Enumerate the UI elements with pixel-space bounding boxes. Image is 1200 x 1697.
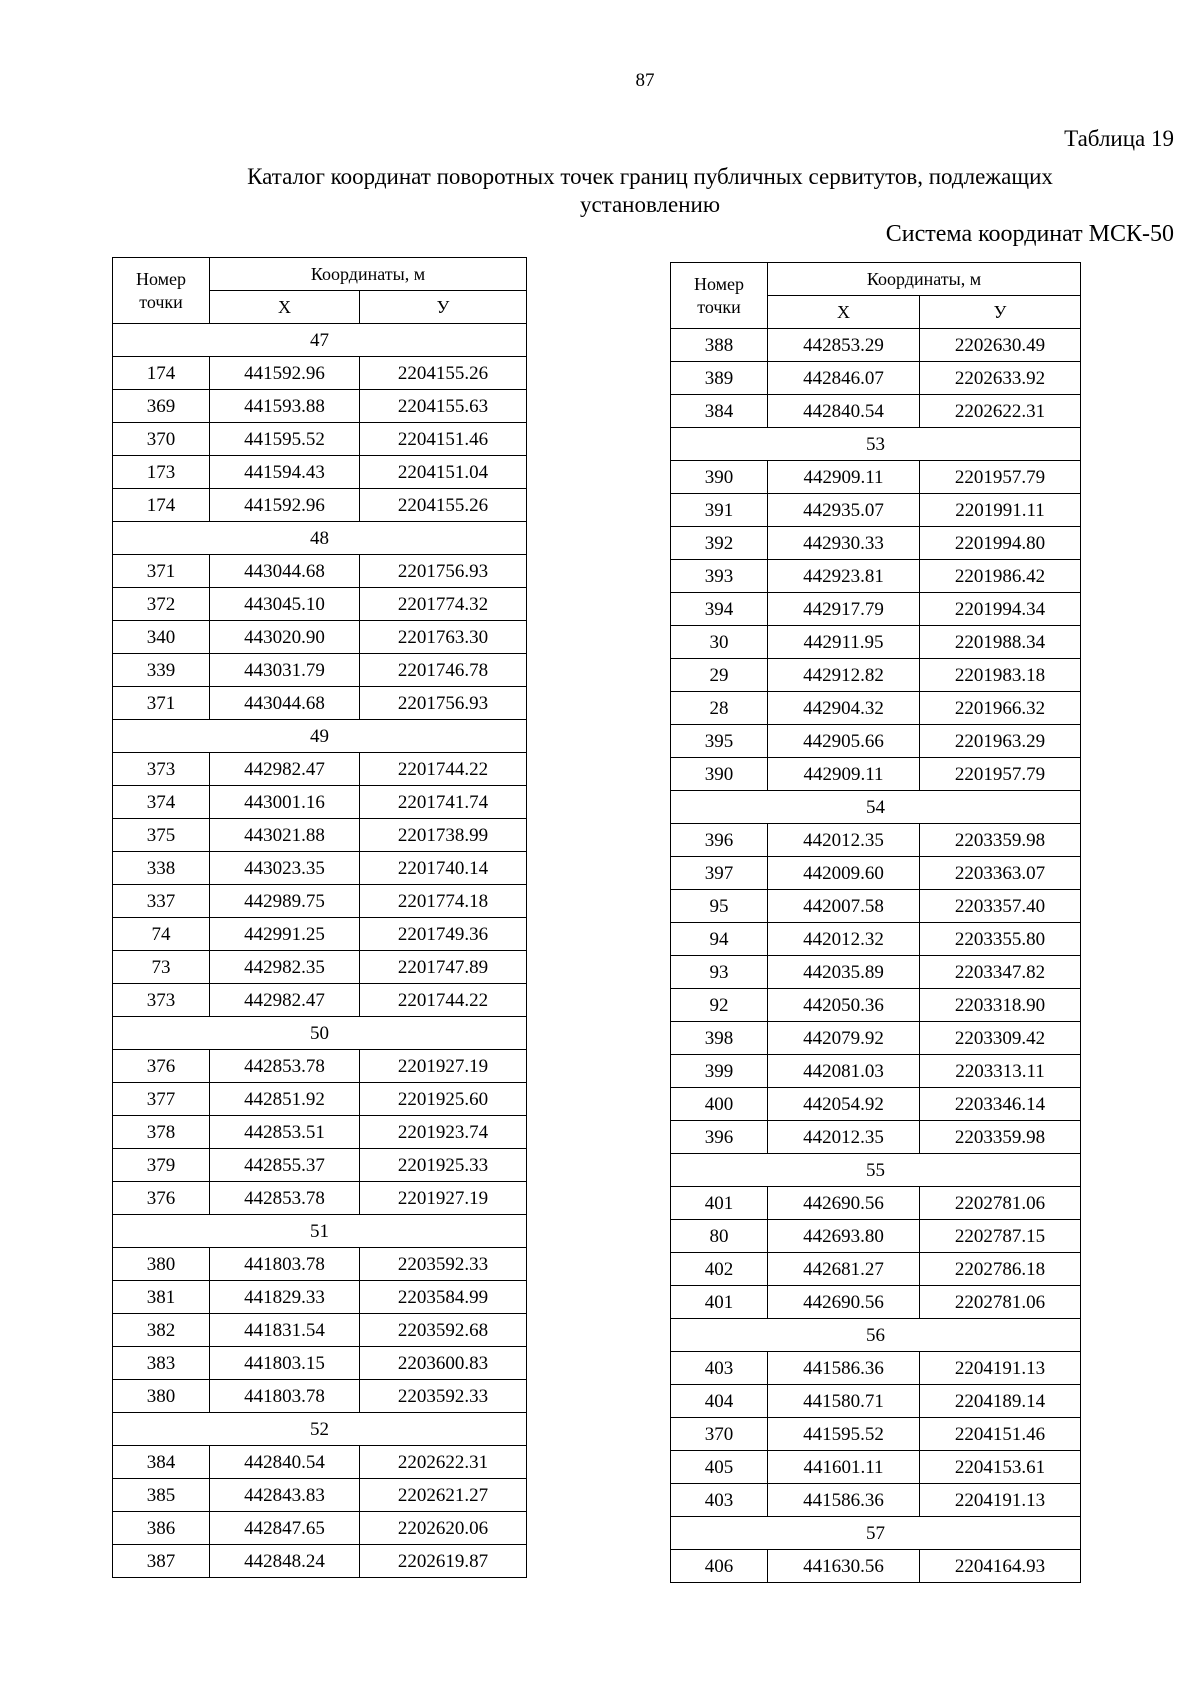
point-number-cell: 406 bbox=[671, 1550, 768, 1583]
table-row bbox=[113, 753, 527, 786]
point-number-cell: 402 bbox=[671, 1253, 768, 1286]
table-row bbox=[671, 923, 1081, 956]
group-number: 54 bbox=[671, 791, 1081, 824]
x-coordinate-cell: 442690.56 bbox=[768, 1187, 920, 1220]
x-coordinate-cell: 441586.36 bbox=[768, 1352, 920, 1385]
header-point-number: Номер точки bbox=[671, 263, 768, 329]
table-row bbox=[113, 588, 527, 621]
y-coordinate-cell: 2203359.98 bbox=[920, 824, 1081, 857]
group-number: 51 bbox=[113, 1215, 527, 1248]
point-number-cell: 337 bbox=[113, 885, 210, 918]
y-coordinate-cell: 2204153.61 bbox=[920, 1451, 1081, 1484]
point-number-cell: 404 bbox=[671, 1385, 768, 1418]
point-number-cell: 403 bbox=[671, 1352, 768, 1385]
point-number-cell: 374 bbox=[113, 786, 210, 819]
x-coordinate-cell: 442081.03 bbox=[768, 1055, 920, 1088]
table-row bbox=[671, 824, 1081, 857]
table-row bbox=[671, 659, 1081, 692]
table-row bbox=[113, 1545, 527, 1578]
x-coordinate-cell: 442012.32 bbox=[768, 923, 920, 956]
table-row bbox=[113, 1347, 527, 1380]
point-number-cell: 92 bbox=[671, 989, 768, 1022]
x-coordinate-cell: 442911.95 bbox=[768, 626, 920, 659]
y-coordinate-cell: 2201763.30 bbox=[360, 621, 527, 654]
x-coordinate-cell: 443044.68 bbox=[210, 687, 360, 720]
y-coordinate-cell: 2203357.40 bbox=[920, 890, 1081, 923]
point-number-cell: 384 bbox=[671, 395, 768, 428]
point-number-cell: 379 bbox=[113, 1149, 210, 1182]
point-number-cell: 29 bbox=[671, 659, 768, 692]
point-number-cell: 403 bbox=[671, 1484, 768, 1517]
point-number-cell: 380 bbox=[113, 1380, 210, 1413]
x-coordinate-cell: 442982.47 bbox=[210, 753, 360, 786]
point-number-cell: 385 bbox=[113, 1479, 210, 1512]
group-row bbox=[113, 324, 527, 357]
y-coordinate-cell: 2203318.90 bbox=[920, 989, 1081, 1022]
table-row bbox=[671, 1253, 1081, 1286]
x-coordinate-cell: 442982.47 bbox=[210, 984, 360, 1017]
table-row bbox=[113, 984, 527, 1017]
x-coordinate-cell: 442050.36 bbox=[768, 989, 920, 1022]
x-coordinate-cell: 442846.07 bbox=[768, 362, 920, 395]
table-row bbox=[671, 329, 1081, 362]
table-row bbox=[113, 423, 527, 456]
table-row bbox=[113, 819, 527, 852]
x-coordinate-cell: 441829.33 bbox=[210, 1281, 360, 1314]
x-coordinate-cell: 442853.78 bbox=[210, 1182, 360, 1215]
table-row bbox=[113, 654, 527, 687]
group-number: 50 bbox=[113, 1017, 527, 1050]
coordinate-system: Система координат МСК-50 bbox=[885, 221, 1174, 247]
x-coordinate-cell: 441630.56 bbox=[768, 1550, 920, 1583]
group-row bbox=[113, 1215, 527, 1248]
point-number-cell: 400 bbox=[671, 1088, 768, 1121]
table-row bbox=[113, 555, 527, 588]
header-y: У bbox=[360, 291, 527, 324]
x-coordinate-cell: 442991.25 bbox=[210, 918, 360, 951]
x-coordinate-cell: 442035.89 bbox=[768, 956, 920, 989]
point-number-cell: 391 bbox=[671, 494, 768, 527]
y-coordinate-cell: 2203346.14 bbox=[920, 1088, 1081, 1121]
table-row bbox=[113, 1050, 527, 1083]
y-coordinate-cell: 2201991.11 bbox=[920, 494, 1081, 527]
table-row bbox=[113, 1149, 527, 1182]
group-row bbox=[113, 522, 527, 555]
point-number-cell: 30 bbox=[671, 626, 768, 659]
group-row bbox=[671, 1319, 1081, 1352]
y-coordinate-cell: 2203592.68 bbox=[360, 1314, 527, 1347]
table-row bbox=[113, 357, 527, 390]
x-coordinate-cell: 442912.82 bbox=[768, 659, 920, 692]
x-coordinate-cell: 441831.54 bbox=[210, 1314, 360, 1347]
point-number-cell: 401 bbox=[671, 1286, 768, 1319]
y-coordinate-cell: 2201774.18 bbox=[360, 885, 527, 918]
x-coordinate-cell: 442012.35 bbox=[768, 824, 920, 857]
x-coordinate-cell: 442693.80 bbox=[768, 1220, 920, 1253]
x-coordinate-cell: 442681.27 bbox=[768, 1253, 920, 1286]
group-number: 52 bbox=[113, 1413, 527, 1446]
table-row bbox=[671, 494, 1081, 527]
y-coordinate-cell: 2201963.29 bbox=[920, 725, 1081, 758]
y-coordinate-cell: 2204151.46 bbox=[360, 423, 527, 456]
table-row bbox=[671, 1286, 1081, 1319]
point-number-cell: 371 bbox=[113, 555, 210, 588]
x-coordinate-cell: 441580.71 bbox=[768, 1385, 920, 1418]
y-coordinate-cell: 2204164.93 bbox=[920, 1550, 1081, 1583]
point-number-cell: 388 bbox=[671, 329, 768, 362]
table-row bbox=[113, 1281, 527, 1314]
table-row bbox=[671, 956, 1081, 989]
point-number-cell: 394 bbox=[671, 593, 768, 626]
y-coordinate-cell: 2203592.33 bbox=[360, 1248, 527, 1281]
point-number-cell: 340 bbox=[113, 621, 210, 654]
y-coordinate-cell: 2201957.79 bbox=[920, 758, 1081, 791]
point-number-cell: 372 bbox=[113, 588, 210, 621]
point-number-cell: 174 bbox=[113, 357, 210, 390]
table-row bbox=[113, 687, 527, 720]
y-coordinate-cell: 2201746.78 bbox=[360, 654, 527, 687]
y-coordinate-cell: 2202622.31 bbox=[920, 395, 1081, 428]
point-number-cell: 370 bbox=[113, 423, 210, 456]
header-point-number: Номер точки bbox=[113, 258, 210, 324]
y-coordinate-cell: 2201927.19 bbox=[360, 1182, 527, 1215]
y-coordinate-cell: 2201741.74 bbox=[360, 786, 527, 819]
y-coordinate-cell: 2204189.14 bbox=[920, 1385, 1081, 1418]
point-number-cell: 95 bbox=[671, 890, 768, 923]
header-y: У bbox=[920, 296, 1081, 329]
x-coordinate-cell: 442840.54 bbox=[768, 395, 920, 428]
group-number: 57 bbox=[671, 1517, 1081, 1550]
x-coordinate-cell: 442009.60 bbox=[768, 857, 920, 890]
y-coordinate-cell: 2202619.87 bbox=[360, 1545, 527, 1578]
table-row bbox=[671, 1220, 1081, 1253]
point-number-cell: 401 bbox=[671, 1187, 768, 1220]
x-coordinate-cell: 443020.90 bbox=[210, 621, 360, 654]
table-row bbox=[671, 527, 1081, 560]
group-number: 47 bbox=[113, 324, 527, 357]
group-number: 49 bbox=[113, 720, 527, 753]
group-row bbox=[671, 1517, 1081, 1550]
y-coordinate-cell: 2202633.92 bbox=[920, 362, 1081, 395]
table-row bbox=[113, 456, 527, 489]
point-number-cell: 390 bbox=[671, 758, 768, 791]
x-coordinate-cell: 442840.54 bbox=[210, 1446, 360, 1479]
table-row bbox=[113, 1314, 527, 1347]
x-coordinate-cell: 442853.78 bbox=[210, 1050, 360, 1083]
header-x: Х bbox=[768, 296, 920, 329]
y-coordinate-cell: 2203359.98 bbox=[920, 1121, 1081, 1154]
x-coordinate-cell: 441592.96 bbox=[210, 489, 360, 522]
table-row bbox=[113, 390, 527, 423]
y-coordinate-cell: 2201966.32 bbox=[920, 692, 1081, 725]
y-coordinate-cell: 2201986.42 bbox=[920, 560, 1081, 593]
y-coordinate-cell: 2201738.99 bbox=[360, 819, 527, 852]
x-coordinate-cell: 443021.88 bbox=[210, 819, 360, 852]
y-coordinate-cell: 2201983.18 bbox=[920, 659, 1081, 692]
x-coordinate-cell: 443031.79 bbox=[210, 654, 360, 687]
point-number-cell: 339 bbox=[113, 654, 210, 687]
y-coordinate-cell: 2201923.74 bbox=[360, 1116, 527, 1149]
y-coordinate-cell: 2201994.80 bbox=[920, 527, 1081, 560]
y-coordinate-cell: 2203309.42 bbox=[920, 1022, 1081, 1055]
y-coordinate-cell: 2202622.31 bbox=[360, 1446, 527, 1479]
table-row bbox=[671, 1352, 1081, 1385]
x-coordinate-cell: 443001.16 bbox=[210, 786, 360, 819]
table-row bbox=[113, 786, 527, 819]
y-coordinate-cell: 2201957.79 bbox=[920, 461, 1081, 494]
point-number-cell: 338 bbox=[113, 852, 210, 885]
table-row bbox=[671, 1187, 1081, 1220]
point-number-cell: 378 bbox=[113, 1116, 210, 1149]
y-coordinate-cell: 2203363.07 bbox=[920, 857, 1081, 890]
table-row bbox=[113, 621, 527, 654]
x-coordinate-cell: 442848.24 bbox=[210, 1545, 360, 1578]
x-coordinate-cell: 442935.07 bbox=[768, 494, 920, 527]
y-coordinate-cell: 2201749.36 bbox=[360, 918, 527, 951]
header-coordinates: Координаты, м bbox=[768, 263, 1081, 296]
x-coordinate-cell: 443044.68 bbox=[210, 555, 360, 588]
x-coordinate-cell: 441586.36 bbox=[768, 1484, 920, 1517]
y-coordinate-cell: 2201756.93 bbox=[360, 687, 527, 720]
y-coordinate-cell: 2202781.06 bbox=[920, 1187, 1081, 1220]
table-row bbox=[671, 560, 1081, 593]
table-row bbox=[671, 758, 1081, 791]
page-number: 87 bbox=[635, 70, 655, 91]
x-coordinate-cell: 442853.51 bbox=[210, 1116, 360, 1149]
y-coordinate-cell: 2202781.06 bbox=[920, 1286, 1081, 1319]
table-row bbox=[113, 1116, 527, 1149]
point-number-cell: 396 bbox=[671, 824, 768, 857]
point-number-cell: 398 bbox=[671, 1022, 768, 1055]
y-coordinate-cell: 2201925.60 bbox=[360, 1083, 527, 1116]
document-title bbox=[150, 163, 1150, 219]
point-number-cell: 384 bbox=[113, 1446, 210, 1479]
table-row bbox=[671, 1550, 1081, 1583]
point-number-cell: 392 bbox=[671, 527, 768, 560]
point-number-cell: 376 bbox=[113, 1182, 210, 1215]
point-number-cell: 381 bbox=[113, 1281, 210, 1314]
table-row bbox=[113, 1512, 527, 1545]
point-number-cell: 389 bbox=[671, 362, 768, 395]
point-number-cell: 93 bbox=[671, 956, 768, 989]
x-coordinate-cell: 442054.92 bbox=[768, 1088, 920, 1121]
table-row bbox=[671, 692, 1081, 725]
table-row bbox=[671, 1121, 1081, 1154]
y-coordinate-cell: 2201744.22 bbox=[360, 984, 527, 1017]
x-coordinate-cell: 442079.92 bbox=[768, 1022, 920, 1055]
group-row bbox=[671, 1154, 1081, 1187]
table-row bbox=[113, 1248, 527, 1281]
x-coordinate-cell: 442843.83 bbox=[210, 1479, 360, 1512]
header-coordinates: Координаты, м bbox=[210, 258, 527, 291]
y-coordinate-cell: 2203600.83 bbox=[360, 1347, 527, 1380]
table-row bbox=[113, 951, 527, 984]
table-row bbox=[671, 1484, 1081, 1517]
y-coordinate-cell: 2204151.04 bbox=[360, 456, 527, 489]
table-row bbox=[113, 1446, 527, 1479]
point-number-cell: 397 bbox=[671, 857, 768, 890]
point-number-cell: 369 bbox=[113, 390, 210, 423]
y-coordinate-cell: 2204191.13 bbox=[920, 1352, 1081, 1385]
point-number-cell: 380 bbox=[113, 1248, 210, 1281]
table-row bbox=[113, 918, 527, 951]
table-row bbox=[113, 489, 527, 522]
point-number-cell: 74 bbox=[113, 918, 210, 951]
point-number-cell: 373 bbox=[113, 984, 210, 1017]
y-coordinate-cell: 2201756.93 bbox=[360, 555, 527, 588]
table-row bbox=[671, 461, 1081, 494]
group-row bbox=[113, 1413, 527, 1446]
x-coordinate-cell: 441601.11 bbox=[768, 1451, 920, 1484]
y-coordinate-cell: 2202621.27 bbox=[360, 1479, 527, 1512]
x-coordinate-cell: 442904.32 bbox=[768, 692, 920, 725]
table-row bbox=[671, 593, 1081, 626]
point-number-cell: 382 bbox=[113, 1314, 210, 1347]
x-coordinate-cell: 441594.43 bbox=[210, 456, 360, 489]
x-coordinate-cell: 441803.78 bbox=[210, 1248, 360, 1281]
group-number: 48 bbox=[113, 522, 527, 555]
y-coordinate-cell: 2201994.34 bbox=[920, 593, 1081, 626]
group-row bbox=[671, 791, 1081, 824]
x-coordinate-cell: 443023.35 bbox=[210, 852, 360, 885]
point-number-cell: 376 bbox=[113, 1050, 210, 1083]
point-number-cell: 399 bbox=[671, 1055, 768, 1088]
y-coordinate-cell: 2201747.89 bbox=[360, 951, 527, 984]
table-row bbox=[671, 857, 1081, 890]
x-coordinate-cell: 442909.11 bbox=[768, 461, 920, 494]
table-row bbox=[113, 1083, 527, 1116]
point-number-cell: 173 bbox=[113, 456, 210, 489]
x-coordinate-cell: 442851.92 bbox=[210, 1083, 360, 1116]
table-row bbox=[113, 1479, 527, 1512]
table-row bbox=[671, 725, 1081, 758]
y-coordinate-cell: 2201988.34 bbox=[920, 626, 1081, 659]
y-coordinate-cell: 2201744.22 bbox=[360, 753, 527, 786]
x-coordinate-cell: 441595.52 bbox=[210, 423, 360, 456]
x-coordinate-cell: 442905.66 bbox=[768, 725, 920, 758]
table-row bbox=[671, 626, 1081, 659]
y-coordinate-cell: 2202620.06 bbox=[360, 1512, 527, 1545]
table-row bbox=[671, 1088, 1081, 1121]
y-coordinate-cell: 2202630.49 bbox=[920, 329, 1081, 362]
x-coordinate-cell: 441595.52 bbox=[768, 1418, 920, 1451]
x-coordinate-cell: 442989.75 bbox=[210, 885, 360, 918]
y-coordinate-cell: 2203355.80 bbox=[920, 923, 1081, 956]
table-row bbox=[671, 989, 1081, 1022]
table-row bbox=[671, 1022, 1081, 1055]
table-row bbox=[671, 395, 1081, 428]
y-coordinate-cell: 2202787.15 bbox=[920, 1220, 1081, 1253]
group-row bbox=[671, 428, 1081, 461]
y-coordinate-cell: 2203313.11 bbox=[920, 1055, 1081, 1088]
table-row bbox=[671, 890, 1081, 923]
y-coordinate-cell: 2204155.26 bbox=[360, 489, 527, 522]
point-number-cell: 28 bbox=[671, 692, 768, 725]
point-number-cell: 396 bbox=[671, 1121, 768, 1154]
x-coordinate-cell: 442012.35 bbox=[768, 1121, 920, 1154]
coordinates-table-left bbox=[112, 257, 527, 1578]
x-coordinate-cell: 442007.58 bbox=[768, 890, 920, 923]
point-number-cell: 390 bbox=[671, 461, 768, 494]
y-coordinate-cell: 2201740.14 bbox=[360, 852, 527, 885]
y-coordinate-cell: 2203584.99 bbox=[360, 1281, 527, 1314]
coordinates-table-right bbox=[670, 262, 1081, 1583]
x-coordinate-cell: 442690.56 bbox=[768, 1286, 920, 1319]
x-coordinate-cell: 441803.78 bbox=[210, 1380, 360, 1413]
x-coordinate-cell: 442853.29 bbox=[768, 329, 920, 362]
point-number-cell: 383 bbox=[113, 1347, 210, 1380]
point-number-cell: 94 bbox=[671, 923, 768, 956]
point-number-cell: 405 bbox=[671, 1451, 768, 1484]
title-line-2: установлению bbox=[579, 192, 721, 217]
group-number: 53 bbox=[671, 428, 1081, 461]
point-number-cell: 80 bbox=[671, 1220, 768, 1253]
x-coordinate-cell: 441593.88 bbox=[210, 390, 360, 423]
y-coordinate-cell: 2204191.13 bbox=[920, 1484, 1081, 1517]
table-row bbox=[113, 1380, 527, 1413]
table-row bbox=[671, 362, 1081, 395]
group-number: 55 bbox=[671, 1154, 1081, 1187]
x-coordinate-cell: 442909.11 bbox=[768, 758, 920, 791]
y-coordinate-cell: 2201925.33 bbox=[360, 1149, 527, 1182]
table-row bbox=[671, 1385, 1081, 1418]
point-number-cell: 375 bbox=[113, 819, 210, 852]
table-row bbox=[113, 1182, 527, 1215]
table-row bbox=[113, 852, 527, 885]
x-coordinate-cell: 442917.79 bbox=[768, 593, 920, 626]
y-coordinate-cell: 2204155.63 bbox=[360, 390, 527, 423]
table-row bbox=[671, 1418, 1081, 1451]
x-coordinate-cell: 442930.33 bbox=[768, 527, 920, 560]
table-row bbox=[671, 1451, 1081, 1484]
table-row bbox=[671, 1055, 1081, 1088]
title-line-1: Каталог координат поворотных точек границ публичных сервитутов, подлежащих bbox=[247, 164, 1053, 189]
group-number: 56 bbox=[671, 1319, 1081, 1352]
point-number-cell: 174 bbox=[113, 489, 210, 522]
x-coordinate-cell: 442923.81 bbox=[768, 560, 920, 593]
point-number-cell: 387 bbox=[113, 1545, 210, 1578]
y-coordinate-cell: 2204151.46 bbox=[920, 1418, 1081, 1451]
table-row bbox=[113, 885, 527, 918]
y-coordinate-cell: 2201927.19 bbox=[360, 1050, 527, 1083]
point-number-cell: 393 bbox=[671, 560, 768, 593]
point-number-cell: 373 bbox=[113, 753, 210, 786]
y-coordinate-cell: 2201774.32 bbox=[360, 588, 527, 621]
point-number-cell: 370 bbox=[671, 1418, 768, 1451]
point-number-cell: 386 bbox=[113, 1512, 210, 1545]
y-coordinate-cell: 2202786.18 bbox=[920, 1253, 1081, 1286]
x-coordinate-cell: 442847.65 bbox=[210, 1512, 360, 1545]
point-number-cell: 73 bbox=[113, 951, 210, 984]
group-row bbox=[113, 720, 527, 753]
x-coordinate-cell: 442982.35 bbox=[210, 951, 360, 984]
header-x: Х bbox=[210, 291, 360, 324]
y-coordinate-cell: 2204155.26 bbox=[360, 357, 527, 390]
x-coordinate-cell: 442855.37 bbox=[210, 1149, 360, 1182]
y-coordinate-cell: 2203347.82 bbox=[920, 956, 1081, 989]
table-label: Таблица 19 bbox=[1064, 126, 1174, 151]
point-number-cell: 395 bbox=[671, 725, 768, 758]
x-coordinate-cell: 441803.15 bbox=[210, 1347, 360, 1380]
point-number-cell: 371 bbox=[113, 687, 210, 720]
y-coordinate-cell: 2203592.33 bbox=[360, 1380, 527, 1413]
x-coordinate-cell: 441592.96 bbox=[210, 357, 360, 390]
x-coordinate-cell: 443045.10 bbox=[210, 588, 360, 621]
point-number-cell: 377 bbox=[113, 1083, 210, 1116]
group-row bbox=[113, 1017, 527, 1050]
